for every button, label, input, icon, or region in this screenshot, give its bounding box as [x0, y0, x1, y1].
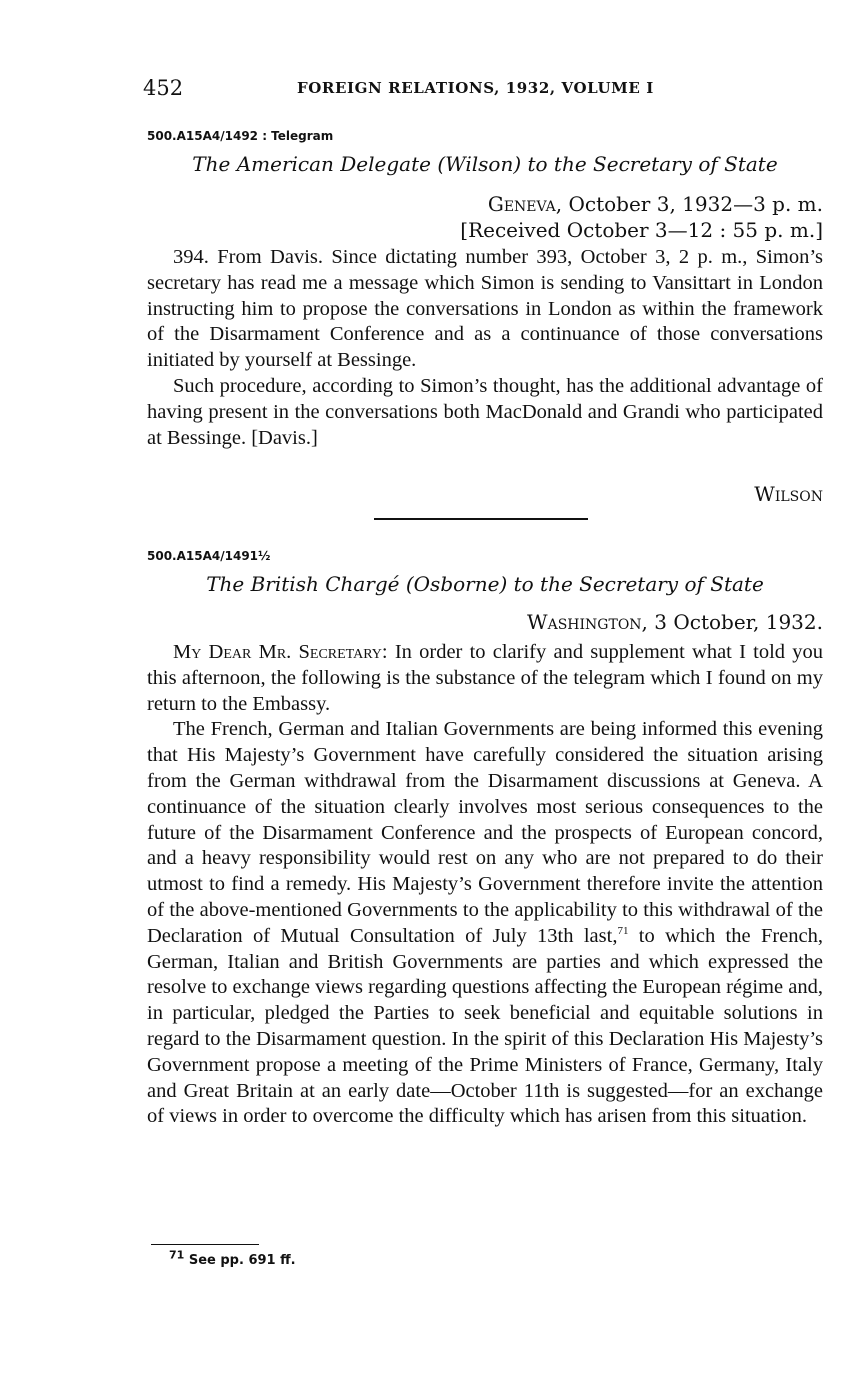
doc2-dateline: [147, 610, 823, 634]
footnote-text: See pp. 691 ff.: [188, 1253, 296, 1268]
doc2-body: [147, 640, 823, 1130]
doc2-dateline-place: Washington: [527, 610, 642, 634]
doc1-dateline-place: Geneva: [487, 192, 556, 216]
doc1-received: [Received October 3—12 : 55 p. m.]: [460, 218, 823, 242]
doc1-dateline-rest: , October 3, 1932—3 p. m.: [555, 192, 823, 216]
doc2-para2-part2: to which the French, German, Italian and British Governments are parties and which expressed the resolve to exchange views regarding questions affecting the European régime and, in particular, pledged the Parties to seek beneficial and equitable solutions in regard to the Disarmament question. In the spirit of this Declaration His Majesty’s Government propose a meeting of the Prime Ministers of France, Germany, Italy and Great Britain at an early date—October 11th is suggested—for an exchange of views in order to overcome the difficulty which has arisen from this situation.: [147, 924, 824, 1128]
page-number: 452: [143, 76, 184, 100]
doc1-paragraph: 394. From Davis. Since dictating number 393, October 3, 2 p. m., Simon’s secretary has read me a message which Simon is sending to Vansittart in London instructing him to propose the conversations in London as within the framework of the Disarmament Conference and as a continuance of those conversations initiated by yourself at Bessinge.: [147, 246, 823, 372]
doc1-title: The American Delegate (Wilson) to the Secretary of State: [192, 152, 778, 176]
footnote-rule: [151, 1244, 259, 1245]
doc1-signature: Wilson: [754, 482, 823, 506]
doc1-paragraph: Such procedure, according to Simon’s thought, has the additional advantage of having present in the conversations both MacDonald and Grandi who participated at Bessinge. [Davis.]: [147, 374, 823, 449]
doc2-salutation: My Dear Mr. Secretary: [173, 641, 382, 663]
doc2-title: The British Chargé (Osborne) to the Secretary of State: [206, 572, 764, 596]
doc1-body: [147, 245, 823, 451]
section-divider: [374, 518, 588, 520]
doc2-file-reference: 500.A15A4/1491½: [147, 549, 271, 563]
page-header: [143, 76, 823, 102]
doc1-file-reference: 500.A15A4/1492 : Telegram: [147, 129, 334, 143]
footnote: [169, 1248, 296, 1268]
doc2-paragraph: [147, 640, 823, 717]
footnote-reference: 71: [617, 924, 629, 937]
doc1-dateline: [147, 192, 823, 216]
running-title: FOREIGN RELATIONS, 1932, VOLUME I: [297, 79, 654, 97]
doc2-para2-part1: The French, German and Italian Governments are being informed this evening that His Majesty’s Government have carefully considered the situation arising from the German withdrawal from the Disarmament discussions at Geneva. A continuance of the situation clearly involves most serious consequences to the future of the Disarmament Conference and the prospects of European concord, and a heavy responsibility would rest on any who are not prepared to do their utmost to find a remedy. His Majesty’s Government therefore invite the attention of the above-mentioned Governments to the applicability to this withdrawal of the Declaration of Mutual Consultation of July 13th last,: [147, 718, 823, 947]
footnote-marker: 71: [169, 1248, 185, 1262]
doc2-dateline-rest: , 3 October, 1932.: [641, 610, 823, 634]
doc2-paragraph: [147, 717, 823, 1130]
doc2-para1-text: : In order to clarify and supplement what I told you this afternoon, the following is the substance of the telegram which I found on my return to the Embassy.: [147, 641, 824, 715]
